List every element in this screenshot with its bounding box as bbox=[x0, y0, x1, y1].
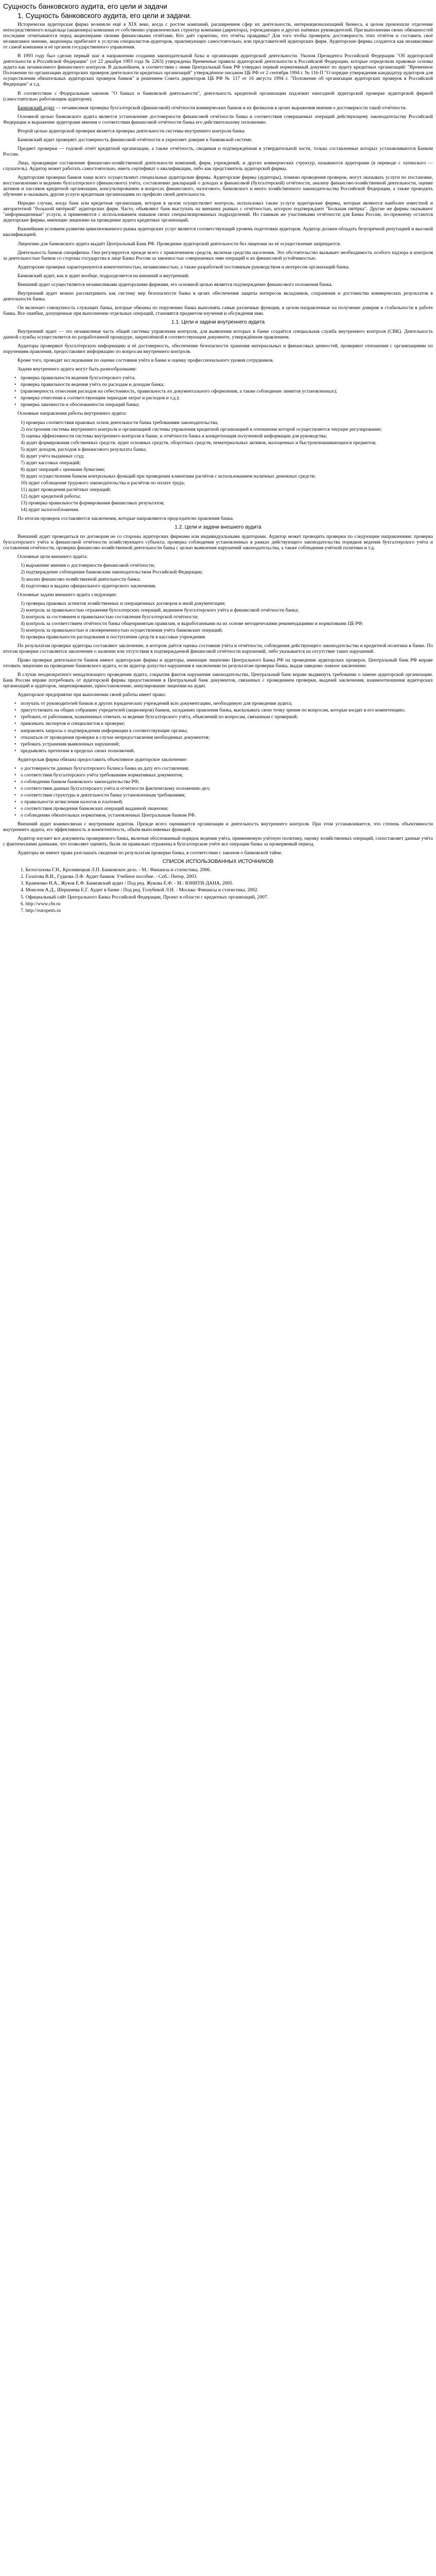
list-item: 6) аудит учёта выданных ссуд; bbox=[21, 453, 84, 459]
page-title: Сущность банковского аудита, его цели и задачи bbox=[3, 2, 167, 10]
document bbox=[3, 0, 433, 921]
list-item: • присутствовать на общих собраниях учредителей (акционеров) банков, заседаниях правления банка, высказывать свою точку зрения по вопросам, которые входят в его компетенцию; bbox=[21, 707, 433, 713]
list-item: 9) аудит осуществления банком контрольных функций при проведении клиентами расчётов с использованием наличных денежных средств; bbox=[21, 473, 316, 479]
list-item: 1) проверка соответствия правовых основ деятельности банка требованиям законодательства; bbox=[21, 419, 219, 426]
reference-item: 5. Официальный сайт Центрального Банка Российской Федерации, Проект в области с кредитных организаций, 2007. bbox=[21, 894, 269, 900]
list-item: • привлекать экспертов и специалистов к проверке; bbox=[21, 721, 433, 726]
paragraph: Основные задачи внешнего аудита следующие: bbox=[18, 591, 117, 598]
paragraph: Аудиторское предприятие при выполнении своей работы имеет право: bbox=[18, 692, 166, 698]
paragraph: Аудитор изучает все документы проверяемого банка, включая обоснованный порядок ведения учёта, применяемую учётную политику, оценку хозяйственных операций, сопоставляет данные учёта с фактическими данными, что позволяет оценить, были ли правильно отражены в бухгалтерском учёте все операции банка за проверяемый период. bbox=[3, 836, 433, 848]
paragraph: Аудиторы проверяют бухгалтерскую информацию и её достоверность, обеспечение безопасности хранения материальных и финансовых ценностей, проверяют отношения с организациями по поручениям правления, предоставляют информацию по вопросам внутреннего контроля. bbox=[3, 343, 433, 355]
document-body bbox=[3, 22, 433, 856]
list-item: 8) аудит операций с ценными бумагами; bbox=[21, 466, 105, 472]
list-item: 3) анализ финансово-хозяйственной деятельности банка; bbox=[21, 576, 141, 582]
paragraph: Лицензию для банковского аудита выдаёт Центральный Банк РФ. Проведение аудиторской деятельности без лицензии на её осуществление запрещается. bbox=[18, 241, 341, 247]
paragraph: Деятельность банков специфична. Она регулируется прежде всего с привлечением средств, включая средства населения. Это обстоятельство вызывает необходимость особого надзора и контроля за деятельностью банков со стороны государства в лице Банка России за законностью совершаемых ими операций и их финансовой устойчивостью. bbox=[3, 249, 433, 261]
list-item: 14) аудит налогообложения. bbox=[21, 507, 79, 513]
paragraph: По результатам проверки аудиторы составляют заключение, в котором даётся оценка состояния учёта и отчётности, соблюдения действующего законодательства и кредитной политики в банке. По итогам проверки составляется заключение о наличии или отсутствии в подтверждаемой финансовой отчётности нарушений, либо указывается на отсутствие таких нарушений. bbox=[3, 642, 433, 654]
list-item: • (правомерность отнесения расходов на себестоимость, правильность их документального оформления, а также соблюдение лимитов установленных); bbox=[21, 388, 433, 394]
list-item: 1) выражение мнения о достоверности финансовой отчётности; bbox=[21, 563, 155, 569]
list-item: • получать от руководителей банков и других юридических учреждений всю документацию, необходимую для проведения аудита; bbox=[21, 701, 433, 706]
list-item: 5) аудит доходов, расходов и финансового результата банка; bbox=[21, 446, 147, 452]
paragraph: Задачи внутреннего аудита могут быть разнообразными: bbox=[18, 366, 137, 372]
paragraph: Аудиторская фирма обязана предоставить объективное аудиторское заключение: bbox=[18, 756, 187, 762]
paragraph: Внутренний аудит — это независимая часть общей системы управления контроля, для выявления которых в банке создаётся специальная служба внутреннего контроля (СВК). Деятельность данной службы осуществляется по разработанной процедуре, закреплённой в соответствующем документе, утверждённом правлением. bbox=[3, 328, 433, 341]
paragraph: Внешний аудит осуществляется независимыми аудиторскими фирмами, его основной целью является подтверждение финансового положения банка. bbox=[18, 281, 333, 287]
list-item: 3) контроль за состоянием и правильностью составления бухгалтерской отчётности; bbox=[21, 614, 199, 620]
list-item: • требовать от работников, назначенных отвечать за ведение бухгалтерского учёта, объяснений по вопросам, связанным с проверкой; bbox=[21, 714, 433, 720]
list-item: 5) контроль за правильностью и своевременностью осуществления учёта банковских операций; bbox=[21, 627, 223, 633]
list-item: • о соответствии структуры и деятельности банка установленным требованиям; bbox=[21, 792, 433, 798]
list-item: 4) подготовка и выдача официального аудиторского заключения. bbox=[21, 583, 156, 589]
paragraph: Внешний аудит взаимосвязан с внутренним аудитом. Прежде всего оценивается организация и деятельность внутреннего контроля. При этом устанавливается, что степень объективности внутреннего аудита, его эффективность и компетентность, объём выполняемых функций. bbox=[3, 821, 433, 833]
reference-item[interactable]: 7. http://europetts.ru bbox=[21, 907, 61, 913]
list-item: 2) подтверждение соблюдения банковским законодательством Российской Федерации; bbox=[21, 569, 203, 575]
reference-item: 1. Белоглазова Г.Н., Кроливецкая Л.П. Банковское дело. - М.: Финансы и статистика, 2006. bbox=[21, 867, 211, 873]
paragraph: Аудиторы не имеют права разглашать сведения по результатам проверки банка, в соответствии с законом о банковской тайне. bbox=[18, 850, 283, 856]
reference-item: 2. Галатова В.И., Гудкова Л.Ф. Аудит банков: Учебное пособие. - Спб.: Питер, 2003. bbox=[21, 874, 198, 880]
references-list bbox=[3, 867, 433, 913]
list-item: 7) аудит кассовых операций; bbox=[21, 460, 81, 466]
reference-item[interactable]: 6. http://www.cbr.ru bbox=[21, 901, 61, 907]
list-item: 13) проверка правильности формирования финансовых результатов; bbox=[21, 500, 165, 506]
section-heading: 1. Сущность банковского аудита, его цели и задачи. bbox=[18, 11, 192, 20]
list-item: 1) проверка правовых аспектов хозяйственных и операционных договоров и иной документации; bbox=[21, 600, 226, 606]
paragraph: По итогам проверок составляются заключения, которые направляются председателю правления банка. bbox=[18, 516, 234, 522]
list-item: 2) контроль за правильностью отражения бухгалтерских операций, ведением бухгалтерского учёта и финансовой отчётности банка; bbox=[21, 607, 299, 613]
list-item: 3) оценка эффективности системы внутреннего контроля в банке, и отчётности банка и конкретизация полученной информации для руководства; bbox=[21, 433, 327, 439]
list-item: • проверка законности и обоснованности операций банка; bbox=[21, 402, 433, 408]
paragraph: Второй целью аудиторской проверки является проверка деятельности системы внутреннего контроля банка. bbox=[18, 128, 246, 134]
paragraph: Внутренний аудит можно рассматривать как систему мер безопасности банка в целях обеспечения защиты интересов вкладчиков, сохранения и достоинства коммерческих результатов в деятельности банка. bbox=[3, 290, 433, 302]
paragraph: Кроме того, проводят исследования по оценке состояния учёта в банке и оценку профессионального уровня сотрудников. bbox=[18, 358, 274, 364]
list-item: 4) контроль за соответствием отчётности банка общепринятым правилам, и выработанными на их основе методическими рекомендациями и нормативами ЦБ РФ; bbox=[21, 620, 363, 626]
reference-item: 3. Кравченко Н.А., Жуков Е.Ф. Банковский аудит / Под ред. Жукова Е.Ф. - М.: ЮНИТИ-ДАНА, 2005. bbox=[21, 880, 234, 887]
paragraph: Основные направления работы внутреннего аудита: bbox=[18, 411, 127, 417]
list-item: • проверка отнесения к соответствующим периодам затрат и расходов и т.д.); bbox=[21, 395, 433, 401]
paragraph: Банковский аудит проверяет достоверность финансовой отчётности и укрепляет доверие к банковской системе. bbox=[18, 137, 253, 143]
reference-item: 4. Моисеев А.Д., Шершнева Е.Г. Аудит в банке / Под ред. Голубевой Л.Н. - Москва: Финансы и статистика, 2002. bbox=[21, 887, 259, 893]
paragraph: Основной целью банковского аудита является установление достоверности финансовой отчётности банка и соответствия совершаемых операций действующему законодательству Российской Федерации и выражение аудиторами мнения о соответствии финансовой отчётности банка его действительному положению. bbox=[3, 113, 433, 125]
list-item: 2) построения системы внутреннего контроля и организацией системы управления кредитной организацией в отношении которой осуществляется текущее регулирование; bbox=[21, 426, 382, 432]
paragraph: Банковский аудит, как и аудит вообще, подразделяется на внешний и внутренний. bbox=[18, 273, 189, 279]
paragraph: Банковский аудит — независимая проверка бухгалтерской (финансовой) отчётности коммерческих банков и их филиалов в целях выражения мнения о достоверности такой отчётности. bbox=[18, 105, 407, 111]
bullet-list bbox=[3, 766, 433, 818]
list-item: 10) аудит соблюдения трудового законодательства и расчётов по оплате труда; bbox=[21, 480, 185, 486]
paragraph: Нередко случаи, когда банк или кредитная организация, которая в целом осуществляет контроль, использовал также услуги аудиторские фирмы, которые являются наиболее известной и авторитетной "большой пятёркой" аудиторских фирм. Часто, объявляют банк выступать на внешних рынках с отчётностью, которую подтверждают "Большая пятёрка". Другие же фирмы оказывают "информационные" услуги, и применяются с использованием навыков своих специализированных подразделений. Но главным же участниками отчётности для Банка России, по-прежнему остаются аудиторские фирмы, имеющие лицензию на проведение аудита кредитных организаций. bbox=[3, 200, 433, 224]
list-item: 11) аудит проведения расчётных операций; bbox=[21, 487, 111, 493]
numbered-list bbox=[3, 563, 433, 588]
list-item: • проверка правильности ведения учёта по расходам и доходам банка; bbox=[21, 382, 433, 387]
paragraph: Он включает совокупность служащих банка, которые обязаны по поручению банка выполнять самые различные функции, в целом направленные на получение доверия и стабильности в работе банка. Все ошибки, допущенные при выполнении отдельных операций, становятся предметом изучения и обсуждения ими. bbox=[3, 304, 433, 316]
list-item: • о правильности исчисления налогов и платежей; bbox=[21, 799, 433, 805]
list-item: 12) аудит кредитной работы; bbox=[21, 494, 81, 500]
paragraph: Важнейшим условием развития цивилизованного рынка аудиторских услуг является соответствующий уровень подготовки аудиторов. Аудитор должен обладать безупречной репутацией и высокой квалификацией. bbox=[3, 226, 433, 238]
list-item: • направлять запросы о подтверждении информации в соответствующие органы; bbox=[21, 728, 433, 734]
list-item: • о достоверности данных бухгалтерского баланса банка на дату его составления; bbox=[21, 766, 433, 771]
paragraph: В соответствии с Федеральным законом "О банках и банковской деятельности", деятельность кредитной организации подлежит ежегодной аудиторской проверке аудиторской фирмой (самостоятельно работающим аудитором). bbox=[3, 90, 433, 102]
paragraph: Предмет проверки — годовой отчёт кредитной организации, а также отчётность, сводимая и подтверждённая в утвердительной части, только составленные которых устанавливаются Банком России. bbox=[3, 145, 433, 157]
bullet-list bbox=[3, 701, 433, 753]
subsection-heading: 1.1. Цели и задачи внутреннего аудита bbox=[171, 319, 265, 325]
paragraph: В случае неоднократного ненадлежащего проведения аудита, сокрытия фактов нарушения законодательства, Центральный банк вправе выдвинуть требование о замене аудиторской организации. Банк России вправе потребовать от аудиторской фирмы предоставления в Центральный банк документов, связанных с проведением проверки, выдачей заключения, взаимоотношения аудиторских организаций и аудиторов, лицензирование, приостановление, аннулирование лицензии на аудит. bbox=[3, 672, 433, 689]
subsection-heading: 1.2. Цели и задачи внешнего аудита bbox=[175, 524, 261, 531]
paragraph: Основные цели внешнего аудита: bbox=[18, 554, 88, 560]
list-item: • проверка правильности ведения бухгалтерского учёта; bbox=[21, 375, 433, 381]
list-item: • о соответствии проведения банковских операций выданной лицензии; bbox=[21, 806, 433, 811]
references-heading: СПИСОК ИСПОЛЬЗОВАННЫХ ИСТОЧНИКОВ bbox=[162, 859, 274, 865]
paragraph: Лица, проводящие составление финансово-хозяйственной деятельности компаний, фирм, учреждений, и других коммерческих структур, называются аудиторами (в переводе с латинского — слушатель). Аудитор может работать самостоятельно, иметь сертификат о квалификации, либо как представитель аудиторской фирмы. bbox=[3, 160, 433, 172]
paragraph: Исторически аудиторская фирма возникли ещё в XIX веке, когда с ростом компаний, расширением сфер их деятельности, интернационализацией бизнеса, в целом произошли отделение непосредственного владельца (акционера) компании от собственно управленческих структур компании (директора), учреждающих и других наёмных руководителей. При выполнении своих обязанностей последние отчитываются перед акционерами своими финансовыми отчётами. Кто даёт гарантию, что отчёты правдивы? Для того чтобы проверить достоверность этих отчётов и составить своё независимое мнение, акционеры прибегают к услугам специалистов-аудиторов, практикующих самостоятельно, или представителей аудиторских фирм. Аудиторские фирмы создаются как независимые от самой компании и её органов государственного управления. bbox=[3, 22, 433, 50]
list-item: • предъявлять претензии в пределах своих полномочий. bbox=[21, 748, 433, 754]
paragraph: Аудиторские проверки банков чаще всего осуществляют специальные аудиторские фирмы. Аудиторские фирмы (аудиторы), помимо проведения проверок, могут оказывать услуги по постановке, восстановлению и ведению бухгалтерского (финансового) учёта, составлению деклараций о доходах и финансовой (бухгалтерской) отчётности, анализу финансово-хозяйственной деятельности, оценке активов и пассивов кредитной организации, консультированию в вопросах финансового, налогового, банковского и иного хозяйственного законодательства Российской Федерации, а также проводить обучение и оказывать другие услуги кредитным организациям по профилю своей деятельности. bbox=[3, 175, 433, 198]
list-item: • отказаться от проведения проверки в случае непредоставления необходимых документов; bbox=[21, 735, 433, 740]
paragraph: Внешний аудит проводиться по договорам не со стороны аудиторских фирмами или индивидуальными аудиторами. Аудитор может проводить проверки по следующим направлениям: проверка бухгалтерского учёта и финансовой отчётности хозяйствующего субъекта; проверка соблюдения установленных в рамках действующего законодательства порядков ведения бухгалтерского учёта и составления отчётности, проверки финансово-хозяйственной деятельности банка с целью выявления нарушений законодательства, а также соблюдения учётной политики и т.д. bbox=[3, 534, 433, 551]
numbered-list bbox=[3, 420, 433, 513]
bullet-list bbox=[3, 375, 433, 408]
numbered-list bbox=[3, 601, 433, 640]
list-item: • о соответствии данных бухгалтерского учёта и отчётности фактическому положению дел; bbox=[21, 786, 433, 791]
paragraph: Право проверки деятельности банков имеют аудиторские фирмы и аудиторы, имеющие лицензию Центрального Банка РФ на проведение аудиторских проверок. Центральный банк РФ вправе отозвать лицензию на проведение банковского аудита, если аудитор допустил нарушения в заключении по результатам проверки банка, выдав заведомо ложное заключение. bbox=[3, 657, 433, 669]
underlined-term: Банковский аудит bbox=[18, 105, 55, 111]
paragraph: Аудиторские проверки характеризуются компетентностью, независимостью, а также разработкой постоянным руководством и интересом организаций банка. bbox=[18, 264, 350, 270]
paragraph: В 1993 году был сделан первый шаг в направлении создания законодательной базы и организации аудиторской деятельности. Указом Президента Российской Федерации "Об аудиторской деятельности в Российской Федерации" (от 22 декабря 1993 года № 2263) утверждены Временные правила аудиторской деятельности в Российской Федерации, которые определили правовые основы аудита как независимого финансового контроля. В дальнейшем, в соответствии с ними Центральный банк РФ утвердил первый нормативный документ по аудиту кредитных организаций: "Временное Положение по организации аудиторских проверок деятельности кредитных организаций" утверждённое письмом ЦБ РФ от 2 сентября 1994 г. № 116-П "О порядке утверждения кандидатур аудиторов для осуществления обязательных аудиторских проверок банков" и решением Совета директоров ЦБ РФ № 117 от 16 августа 1994 г. "Положение об организации аудиторских проверок в Российской Федерации" и т.д. bbox=[3, 53, 433, 88]
list-item: • о соблюдении банком банковского законодательства РФ; bbox=[21, 779, 433, 785]
list-item: 4) аудит формирования собственных средств: аудит основных средств, оборотных средств, нематериальных активов, малоценных и быстроизнашивающихся предметов; bbox=[21, 439, 377, 446]
list-item: • о соблюдении обязательных нормативов, установленных Центральным банком РФ. bbox=[21, 812, 433, 818]
list-item: • о соответствии бухгалтерского учёта требованиям нормативных документов; bbox=[21, 772, 433, 778]
list-item: 6) проверка правильности расходования и поступления средств в кассовые учреждения. bbox=[21, 634, 206, 640]
list-item: • требовать устранения выявленных нарушений; bbox=[21, 741, 433, 747]
